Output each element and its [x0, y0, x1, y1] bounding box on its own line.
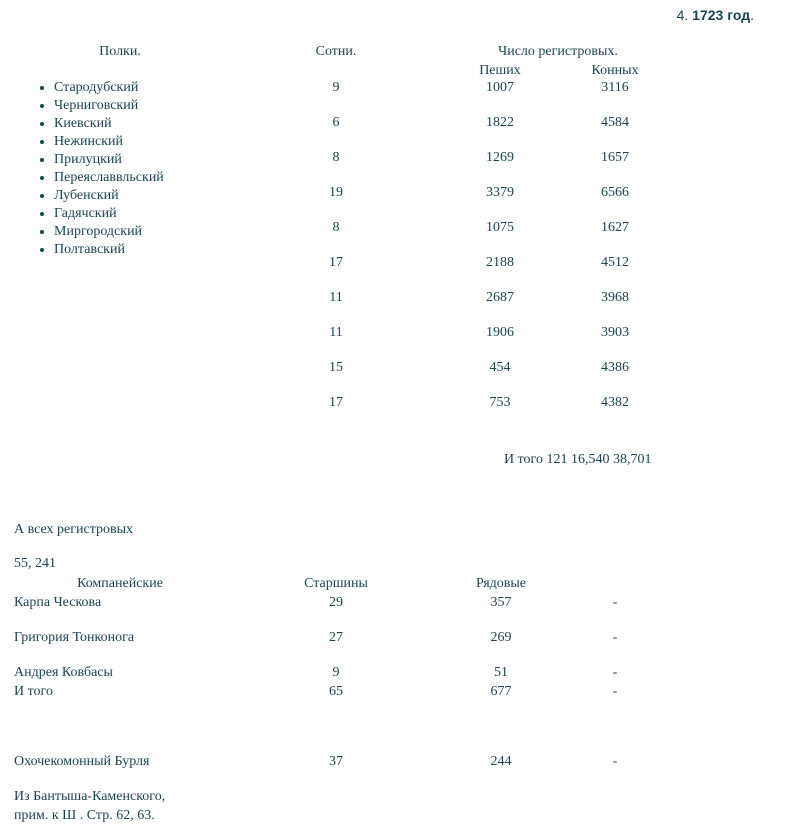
- regiment-item: • Полтавский: [54, 241, 164, 259]
- col-header-officers: Старшины: [304, 576, 368, 591]
- row-officers: 29: [329, 595, 343, 610]
- infantry-column: [470, 79, 530, 429]
- col-header-privates: Рядовые: [475, 576, 527, 591]
- regiment-item: • Миргородский: [54, 223, 164, 241]
- hundreds-cell: 11: [329, 325, 343, 340]
- regiment-list: [30, 79, 164, 259]
- cavalry-cell: 4512: [601, 255, 629, 270]
- regiment-item: • Прилуцкий: [54, 151, 164, 169]
- hundreds-cell: 15: [329, 360, 343, 375]
- infantry-cell: 1269: [486, 150, 514, 165]
- infantry-cell: 1075: [486, 220, 514, 235]
- infantry-cell: 1906: [486, 325, 514, 340]
- row-privates: 677: [490, 684, 512, 699]
- regiment-item: • Переяславвльский: [54, 169, 164, 187]
- cavalry-cell: 6566: [601, 185, 629, 200]
- col-header-regiments: Полки.: [99, 44, 141, 59]
- row-privates: 244: [490, 754, 512, 769]
- row-officers: 9: [332, 665, 340, 680]
- hundreds-cell: 19: [329, 185, 343, 200]
- row-officers: 27: [329, 630, 343, 645]
- section-number: 4.: [676, 7, 689, 23]
- infantry-cell: 454: [489, 360, 511, 375]
- total-row: И того 121 16,540 38,701: [504, 452, 652, 467]
- row-extra: -: [612, 754, 618, 769]
- all-registered-value: 55, 241: [14, 556, 56, 571]
- source-line: Из Бантыша-Каменского,: [14, 789, 166, 804]
- row-extra: -: [612, 595, 618, 610]
- cavalry-cell: 1627: [601, 220, 629, 235]
- hundreds-cell: 8: [332, 220, 340, 235]
- col-header-cavalry: Конных: [591, 63, 639, 78]
- row-name: Карпа Ческова: [14, 595, 102, 610]
- hundreds-cell: 8: [332, 150, 340, 165]
- hundreds-cell: 17: [329, 395, 343, 410]
- cavalry-cell: 1657: [601, 150, 629, 165]
- source-line: прим. к Ш . Стр. 62, 63.: [14, 808, 155, 823]
- regiment-item: • Черниговский: [54, 97, 164, 115]
- section-year: 1723 год: [692, 7, 751, 23]
- col-header-hundreds: Сотни.: [315, 44, 357, 59]
- section-heading: [677, 7, 754, 23]
- infantry-cell: 1007: [486, 80, 514, 95]
- cavalry-cell: 3968: [601, 290, 629, 305]
- row-extra: -: [612, 630, 618, 645]
- row-name: Охочекомонный Бурля: [14, 754, 150, 769]
- col-header-registered: Число регистровых.: [498, 44, 618, 59]
- row-extra: -: [612, 684, 618, 699]
- row-privates: 357: [490, 595, 512, 610]
- infantry-cell: 2188: [486, 255, 514, 270]
- all-registered-label: А всех регистровых: [14, 522, 134, 537]
- infantry-cell: 3379: [486, 185, 514, 200]
- regiment-item: • Стародубский: [54, 79, 164, 97]
- row-extra: -: [612, 665, 618, 680]
- regiment-item: • Киевский: [54, 115, 164, 133]
- heading-period: .: [750, 7, 754, 23]
- row-name: И того: [14, 684, 53, 699]
- row-name: Григория Тонконога: [14, 630, 135, 645]
- col-header-infantry: Пеших: [479, 63, 521, 78]
- hundreds-cell: 11: [329, 290, 343, 305]
- row-name: Андрея Ковбасы: [14, 665, 113, 680]
- hundreds-column: [306, 79, 366, 429]
- row-officers: 37: [329, 754, 343, 769]
- cavalry-cell: 4386: [601, 360, 629, 375]
- hundreds-cell: 17: [329, 255, 343, 270]
- hundreds-cell: 6: [332, 115, 340, 130]
- col-header-company: Компанейские: [77, 576, 163, 591]
- regiment-item: • Лубенский: [54, 187, 164, 205]
- row-officers: 65: [329, 684, 343, 699]
- cavalry-cell: 4584: [601, 115, 629, 130]
- infantry-cell: 753: [489, 395, 511, 410]
- cavalry-cell: 3116: [601, 80, 629, 95]
- infantry-cell: 2687: [486, 290, 514, 305]
- cavalry-cell: 3903: [601, 325, 629, 340]
- row-privates: 51: [494, 665, 508, 680]
- infantry-cell: 1822: [486, 115, 514, 130]
- cavalry-cell: 4382: [601, 395, 629, 410]
- cavalry-column: [585, 79, 645, 429]
- regiment-item: • Гадячский: [54, 205, 164, 223]
- regiment-item: • Нежинский: [54, 133, 164, 151]
- hundreds-cell: 9: [332, 80, 340, 95]
- row-privates: 269: [490, 630, 512, 645]
